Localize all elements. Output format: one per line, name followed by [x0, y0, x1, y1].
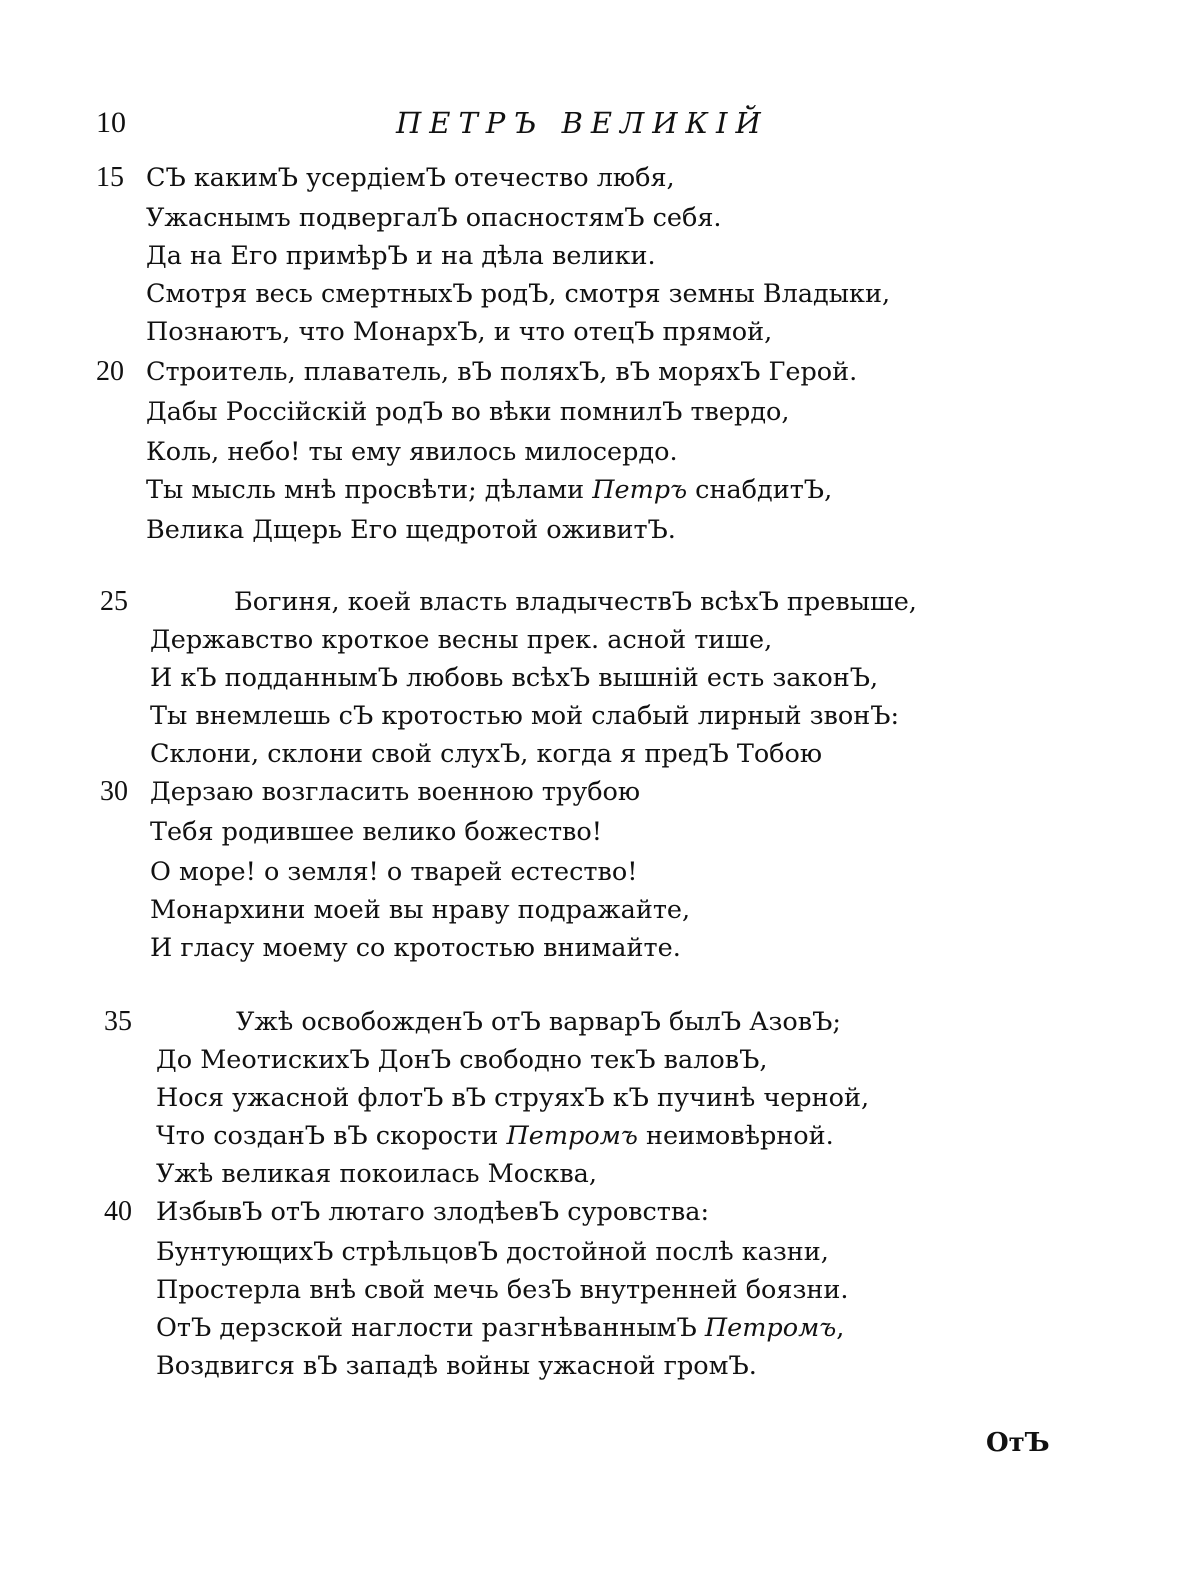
page-header: [96, 106, 796, 146]
verse-text: Что созданЪ вЪ скорости Петромъ неимовѣрной.: [156, 1121, 834, 1151]
verse-text: БунтующихЪ стрѣльцовЪ достойной послѣ казни,: [156, 1237, 829, 1267]
italic-name: Петромъ: [704, 1313, 837, 1343]
verse-text: Строитель, плаватель, вЪ поляхЪ, вЪ моряхЪ Герой.: [146, 357, 858, 387]
line-number: 40: [104, 1196, 132, 1227]
line-number: 35: [104, 1006, 132, 1037]
verse-text: Ужѣ освобожденЪ отЪ варварЪ былЪ АзовЪ;: [236, 1007, 841, 1037]
italic-name: Петромъ: [506, 1121, 638, 1151]
verse-text: Державство кроткое весны прек. асной тише,: [150, 625, 773, 655]
verse-text: СЪ какимЪ усердіемЪ отечество любя,: [146, 163, 675, 193]
verse-text: ИзбывЪ отЪ лютаго злодѣевЪ суровства:: [156, 1197, 710, 1227]
line-number: 25: [100, 586, 128, 617]
verse-text: ОтЪ дерзской наглости разгнѣваннымЪ Петромъ,: [156, 1313, 845, 1343]
verse-text: Воздвигся вЪ западѣ войны ужасной громЪ.: [156, 1351, 757, 1381]
verse-text: И кЪ подданнымЪ любовь всѣхЪ вышній есть законЪ,: [150, 663, 879, 693]
verse-text: Нося ужасной флотЪ вЪ струяхЪ кЪ пучинѣ черной,: [156, 1083, 870, 1113]
running-title: ПЕТРЪ ВЕЛИКІЙ: [396, 106, 769, 140]
page-number: 10: [96, 106, 126, 139]
verse-text: Ты мысль мнѣ просвѣти; дѣлами Петръ снабдитЪ,: [146, 475, 833, 505]
verse-text: Монархини моей вы нраву подражайте,: [150, 895, 691, 925]
verse-text: О море! о земля! о тварей естество!: [150, 857, 638, 887]
italic-name: Петръ: [592, 475, 688, 505]
verse-text: Ты внемлешь сЪ кротостью мой слабый лирный звонЪ:: [150, 701, 900, 731]
catchword: ОтЪ: [986, 1428, 1050, 1458]
line-number: 15: [96, 162, 124, 193]
verse-text: Простерла внѣ свой мечь безЪ внутренней боязни.: [156, 1275, 849, 1305]
line-number: 20: [96, 356, 124, 387]
verse-text: Ужѣ великая покоилась Москва,: [156, 1159, 597, 1189]
line-number: 30: [100, 776, 128, 807]
verse-text: Смотря весь смертныхЪ родЪ, смотря земны Владыки,: [146, 279, 891, 309]
verse-text: И гласу моему со кротостью внимайте.: [150, 933, 681, 963]
verse-text: Богиня, коей власть владычествЪ всѣхЪ превыше,: [234, 587, 917, 617]
verse-text: Велика Дщерь Его щедротой оживитЪ.: [146, 515, 676, 545]
verse-text: Да на Его примѣрЪ и на дѣла велики.: [146, 241, 656, 271]
verse-text: Дабы Россійскій родЪ во вѣки помнилЪ твердо,: [146, 397, 790, 427]
verse-text: Дерзаю возгласить военною трубою: [150, 777, 641, 807]
verse-text: Склони, склони свой слухЪ, когда я предЪ Тобою: [150, 739, 823, 769]
verse-text: Тебя родившее велико божество!: [150, 817, 603, 847]
verse-text: До МеотискихЪ ДонЪ свободно текЪ валовЪ,: [156, 1045, 768, 1075]
verse-text: Коль, небо! ты ему явилось милосердо.: [146, 437, 678, 467]
verse-text: Познаютъ, что МонархЪ, и что отецЪ прямой,: [146, 317, 773, 347]
verse-text: Ужаснымъ подвергалЪ опасностямЪ себя.: [146, 203, 722, 233]
